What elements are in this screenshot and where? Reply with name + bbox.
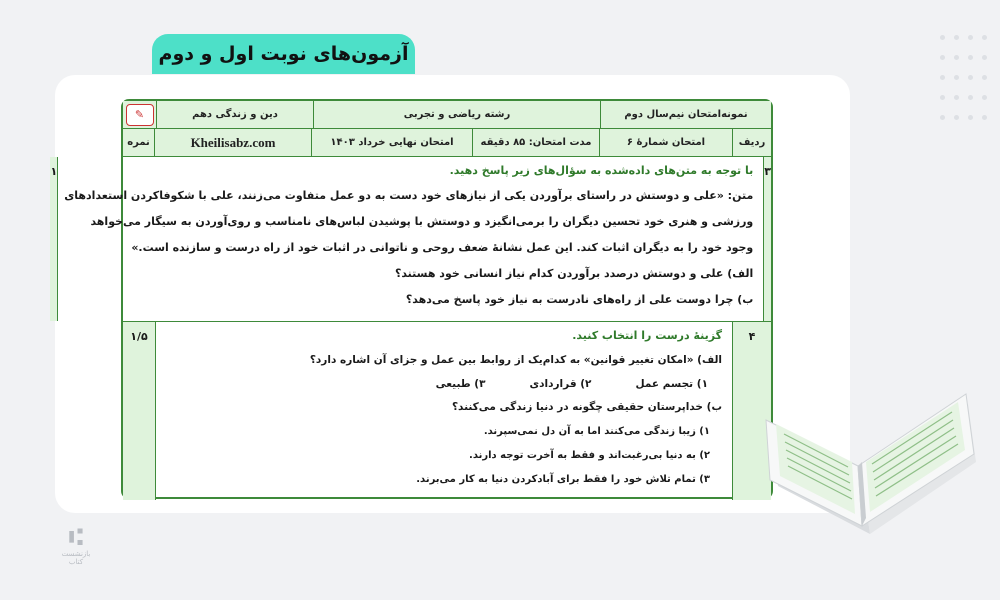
exam-title: نمونه‌امتحان نیم‌سال دوم [600,101,771,128]
score-label: نمره [127,137,150,148]
question-row [50,157,771,322]
passage-line: ورزشی و هنری خود تحسین دیگران را برمی‌انگیزد و دوستش با پوشیدن لباس‌های نامناسب و روی‌آوردن به سیگار می‌خواهد [90,215,754,228]
question-score: ۱ [50,157,57,321]
publisher-logo-icon: ✎ [126,104,154,126]
question-score: ۱/۵ [123,322,155,500]
website-link[interactable]: Kheilisabz.com [154,129,311,156]
passage-line: وجود خود را به دیگران اثبات کند. این عمل نشانهٔ ضعف روحی و ناتوانی در اثبات خود از راه درست و سازنده است.» [131,241,754,254]
question-body [57,157,763,321]
open-book-icon [762,358,984,538]
option-item[interactable]: ۲) به دنیا بی‌رغبت‌اند و فقط به آخرت توجه دارند. [469,450,710,461]
question-body [155,322,732,500]
brand-logo-icon: ⑆ [68,523,84,551]
exam-subject: دین و زندگی دهم [156,101,313,128]
question-instruction: با توجه به متن‌های داده‌شده به سؤال‌های زیر پاسخ دهید. [449,164,754,177]
exam-sheet [50,99,773,499]
option-item[interactable]: ۳) طبیعی [435,378,486,390]
page-title-tab [152,34,415,74]
question-number: ۳ [763,157,771,321]
exam-header-row-2 [123,129,771,157]
question-part-a: الف) «امکان تغییر قوانین» به کدام‌یک از روابط بین عمل و جزای آن اشاره دارد؟ [309,354,722,366]
question-part: ب) چرا دوست علی از راه‌های نادرست به نیاز خود پاسخ می‌دهد؟ [405,293,754,306]
option-item[interactable]: ۱) تجسم عمل [635,378,708,390]
option-item[interactable]: ۲) قراردادی [529,378,592,390]
option-item[interactable]: ۳) تمام تلاش خود را فقط برای آبادکردن دنیا به کار می‌برند. [416,474,710,485]
exam-number: امتحان شمارهٔ ۶ [599,129,732,156]
radif-label: ردیف [732,129,771,156]
page-title: آزمون‌های نوبت اول و دوم [158,43,409,65]
option-list [162,373,722,395]
option-item[interactable]: ۱) زیبا زندگی می‌کنند اما به آن دل نمی‌سپرند. [483,426,710,437]
passage-line: متن: «علی و دوستش در راستای برآوردن یکی از نیازهای خود دست به دو عمل متفاوت می‌زنند، علی با شکوفاکردن استعدادهای [64,189,754,202]
question-instruction: گزینهٔ درست را انتخاب کنید. [572,329,722,342]
exam-duration: مدت امتحان: ۸۵ دقیقه [472,129,599,156]
exam-header-row-1 [123,101,771,129]
brand-watermark [55,524,97,566]
question-number: ۴ [732,322,771,500]
decorative-dots [940,35,990,125]
question-part: الف) علی و دوستش درصدد برآوردن کدام نیاز انسانی خود هستند؟ [394,267,754,280]
question-row [123,322,771,500]
exam-field: رشته ریاضی و تجربی [313,101,600,128]
brand-name: بازنشست کتاب [61,550,91,566]
logo-cell [123,101,156,128]
question-part-b: ب) خداپرستان حقیقی چگونه در دنیا زندگی می‌کنند؟ [451,401,722,413]
exam-final-date: امتحان نهایی خرداد ۱۴۰۳ [311,129,472,156]
